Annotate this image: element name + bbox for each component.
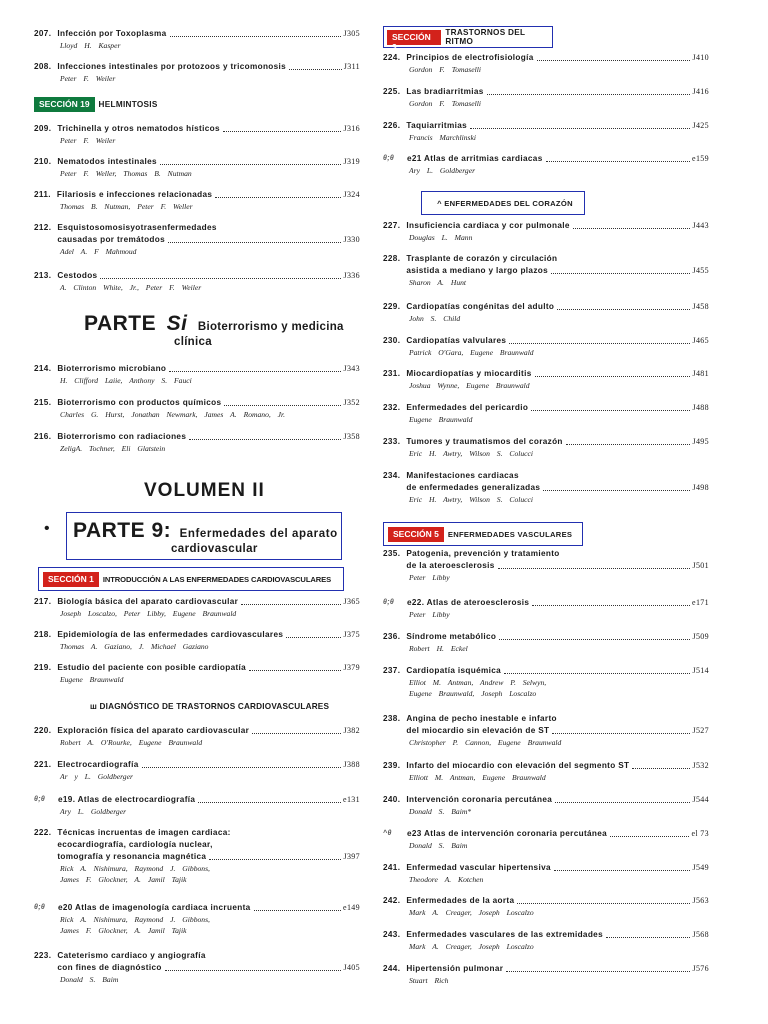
toc-entry-e20[interactable] [34, 902, 360, 936]
entry-title-line [406, 725, 709, 737]
entry-authors: Peter Libby [409, 610, 450, 619]
toc-entry-217[interactable] [34, 596, 360, 619]
dot-leader [535, 368, 691, 377]
entry-title-line: Cateterismo cardiaco y angiografía [57, 951, 206, 960]
entry-authors: Eric H. Awtry, Wilson S. Colucci [409, 449, 533, 458]
dot-leader [610, 828, 689, 837]
dot-leader [506, 963, 690, 972]
entry-title: causadas por tremátodos [57, 235, 166, 244]
toc-entry-210[interactable] [34, 156, 360, 179]
entry-number: 229. [383, 302, 401, 311]
entry-number: 236. [383, 632, 401, 641]
entry-title-line: Patogenia, prevención y tratamiento [406, 549, 560, 558]
toc-entry-e21[interactable] [383, 153, 709, 176]
entry-title: Enfermedades de la aorta [406, 896, 515, 905]
entry-number: 221. [34, 760, 52, 769]
entry-title-line [406, 560, 709, 572]
entry-number: 218. [34, 630, 52, 639]
page-number: J465 [692, 336, 709, 345]
entry-title: Principios de electrofisiología [406, 53, 534, 62]
entry-authors: A. Clinton White, Jr., Peter F. Weiler [60, 283, 202, 292]
page-number: J488 [692, 403, 709, 412]
toc-entry-229[interactable] [383, 301, 709, 324]
toc-entry-222[interactable] [34, 827, 360, 885]
page-number: J311 [343, 62, 360, 71]
entry-authors: Robert A. O'Rourke, Eugene Braunwald [60, 738, 203, 747]
entry-authors: Mark A. Creager, Joseph Loscalzo [409, 942, 534, 951]
toc-entry-225[interactable] [383, 86, 709, 109]
page-number: J501 [692, 561, 709, 570]
page-number: J425 [692, 121, 709, 130]
dot-leader [289, 61, 342, 70]
page-number: J379 [343, 663, 360, 672]
toc-entry-242[interactable] [383, 895, 709, 918]
entry-number: 243. [383, 930, 401, 939]
page-number: J365 [343, 597, 360, 606]
online-content-icon: θ;θ [383, 155, 395, 162]
toc-entry-244[interactable] [383, 963, 709, 986]
dot-leader [546, 153, 690, 162]
entry-number: 240. [383, 795, 401, 804]
dot-leader [160, 156, 342, 165]
entry-title: Cestodos [57, 271, 98, 280]
section-1-header [38, 567, 344, 591]
entry-title-line [57, 962, 360, 974]
toc-entry-239[interactable] [383, 760, 709, 783]
dot-leader [100, 270, 341, 279]
entry-title: del miocardio sin elevación de ST [406, 726, 550, 735]
entry-title: Exploración física del aparato cardiovascular [57, 726, 250, 735]
entry-authors: Donald S. Baim* [409, 807, 472, 816]
dot-leader [487, 86, 691, 95]
toc-entry-226[interactable] [383, 120, 709, 143]
entry-title-line [406, 482, 709, 494]
toc-entry-220[interactable] [34, 725, 360, 748]
dot-leader [169, 363, 341, 372]
section-title: TRASTORNOS DEL RITMO [445, 28, 526, 46]
entry-authors: Rick A. Nishimura, Raymond J. Gibbons, [60, 864, 210, 873]
entry-number: 220. [34, 726, 52, 735]
toc-entry-212[interactable] [34, 222, 360, 257]
page-number: J495 [692, 437, 709, 446]
page-number: J481 [692, 369, 709, 378]
entry-title: de enfermedades generalizadas [406, 483, 541, 492]
bullet-icon: • [44, 520, 50, 537]
toc-entry-221[interactable] [34, 759, 360, 782]
entry-title: Miocardiopatías y miocarditis [406, 369, 532, 378]
toc-entry-209[interactable] [34, 123, 360, 146]
dot-leader [241, 596, 341, 605]
toc-entry-214[interactable] [34, 363, 360, 386]
entry-title-line: Técnicas incruentas de imagen cardiaca: [57, 828, 231, 837]
entry-number: 244. [383, 964, 401, 973]
entry-title: con fines de diagnóstico [57, 963, 162, 972]
section-badge: SECCIÓN 3 [387, 30, 441, 45]
entry-title: Síndrome metabólico [406, 632, 497, 641]
dot-leader [573, 220, 691, 229]
page-number: el 73 [691, 829, 709, 838]
entry-number: 207. [34, 29, 52, 38]
dot-leader [555, 794, 690, 803]
section-5-header [383, 522, 583, 546]
section-title: ^ ENFERMEDADES DEL CORAZÓN [437, 198, 573, 208]
entry-title: Insuficiencia cardiaca y cor pulmonale [406, 221, 570, 230]
entry-title: Nematodos intestinales [57, 157, 157, 166]
toc-entry-236[interactable] [383, 631, 709, 654]
entry-number: 214. [34, 364, 52, 373]
entry-title: e23 Atlas de intervención coronaria percutánea [407, 829, 608, 838]
page-number: J514 [692, 666, 709, 675]
page-number: e171 [692, 598, 709, 607]
entry-authors: Sharon A. Hunt [409, 278, 467, 287]
page-number: J509 [692, 632, 709, 641]
entry-title: de la ateroesclerosis [406, 561, 495, 570]
entry-number: 237. [383, 666, 401, 675]
entry-title: Enfermedad vascular hipertensiva [406, 863, 551, 872]
entry-number: 209. [34, 124, 52, 133]
entry-number: 211. [34, 190, 51, 199]
entry-title: Biología básica del aparato cardiovascular [57, 597, 239, 606]
entry-authors: James F. Glockner, A. Jamil Tajik [60, 875, 187, 884]
entry-title: e22. Atlas de ateroesclerosis [407, 598, 530, 607]
toc-entry-237[interactable] [383, 665, 709, 699]
section-3-header [383, 26, 553, 52]
entry-authors: Lloyd H. Kasper [60, 41, 121, 50]
entry-number: 219. [34, 663, 52, 672]
entry-authors: Christopher P. Cannon, Eugene Braunwald [409, 738, 562, 747]
entry-authors: Robert H. Eckel [409, 644, 468, 653]
online-content-icon: θ;θ [34, 796, 46, 803]
entry-title: Tumores y traumatismos del corazón [406, 437, 563, 446]
entry-number: 222. [34, 828, 52, 837]
dot-leader [509, 335, 690, 344]
page-number: e149 [343, 903, 360, 912]
diagnostic-subheading: ш DIAGNÓSTICO DE TRASTORNOS CARDIOVASCULARES [90, 702, 330, 711]
entry-title-line [57, 234, 360, 246]
entry-authors: Joshua Wynne, Eugene Braunwald [409, 381, 530, 390]
page-number: J576 [692, 964, 709, 973]
toc-entry-224[interactable] [383, 52, 709, 75]
toc-entry-227[interactable] [383, 220, 709, 243]
toc-entry-215[interactable] [34, 397, 360, 420]
page-number: J568 [692, 930, 709, 939]
entry-number: 235. [383, 549, 401, 558]
entry-authors: Eugene Braunwald, Joseph Loscalzo [409, 689, 537, 698]
entry-title: asistida a mediano y largo plazos [406, 266, 549, 275]
parte-si-header: PARTE Si Bioterrorismo y medicina clínica [84, 312, 344, 348]
entry-number: 224. [383, 53, 401, 62]
section-title: ENFERMEDADES VASCULARES [447, 529, 573, 539]
dot-leader [189, 431, 341, 440]
entry-number: 226. [383, 121, 401, 130]
toc-entry-228[interactable] [383, 253, 709, 288]
entry-authors: Mark A. Creager, Joseph Loscalzo [409, 908, 534, 917]
entry-title: Las bradiarritmias [406, 87, 484, 96]
page-number: J405 [343, 963, 360, 972]
entry-title: Epidemiología de las enfermedades cardiovasculares [57, 630, 284, 639]
entry-title: Intervención coronaria percutánea [406, 795, 553, 804]
page-number: J544 [692, 795, 709, 804]
dot-leader [215, 189, 341, 198]
toc-entry-238[interactable] [383, 713, 709, 748]
page-number: J316 [343, 124, 360, 133]
entry-title-line: Trasplante de corazón y circulación [406, 254, 558, 263]
toc-entry-240[interactable] [383, 794, 709, 817]
toc-entry-235[interactable] [383, 548, 709, 583]
entry-authors: Ary L. Goldberger [60, 807, 127, 816]
entry-authors: Eric H. Awtry, Wilson S. Colucci [409, 495, 533, 504]
dot-leader [606, 929, 691, 938]
entry-authors: Ar y L. Goldberger [60, 772, 133, 781]
page-number: J358 [343, 432, 360, 441]
toc-entry-208[interactable] [34, 61, 360, 84]
toc-entry-230[interactable] [383, 335, 709, 358]
entry-number: 238. [383, 714, 401, 723]
entry-title: Electrocardiografía [57, 760, 139, 769]
section-19-header [34, 97, 158, 112]
entry-title: Taquiarritmias [406, 121, 468, 130]
entry-title: Infarto del miocardio con elevación del segmento ST [406, 761, 630, 770]
entry-number: 210. [34, 157, 52, 166]
entry-title: Enfermedades vasculares de las extremidades [406, 930, 603, 939]
dot-leader [632, 760, 690, 769]
entry-authors: Elliott M. Antman, Eugene Braunwald [409, 773, 546, 782]
entry-number: 208. [34, 62, 52, 71]
section-title: HELMINTOSIS [98, 100, 158, 109]
toc-entry-e22[interactable] [383, 597, 709, 620]
dot-leader [532, 597, 690, 606]
entry-title: Cardiopatía isquémica [406, 666, 502, 675]
section-badge: SECCIÓN 1 [43, 572, 99, 587]
page-number: J443 [692, 221, 709, 230]
entry-number: 212. [34, 223, 52, 232]
entry-authors: Francis Marchlinski [409, 133, 476, 142]
dot-leader [286, 629, 341, 638]
online-content-icon: θ;θ [383, 599, 395, 606]
entry-title: Cardiopatías congénitas del adulto [406, 302, 555, 311]
page-number: J375 [343, 630, 360, 639]
page-number: J527 [692, 726, 709, 735]
toc-entry-219[interactable] [34, 662, 360, 685]
toc-entry-241[interactable] [383, 862, 709, 885]
dot-leader [252, 725, 341, 734]
toc-entry-234[interactable] [383, 470, 709, 505]
toc-entry-232[interactable] [383, 402, 709, 425]
entry-number: 217. [34, 597, 52, 606]
entry-title: Hipertensión pulmonar [406, 964, 504, 973]
page-number: J324 [343, 190, 360, 199]
entry-authors: Patrick O'Gara, Eugene Braunwald [409, 348, 534, 357]
entry-number: 213. [34, 271, 52, 280]
dot-leader [554, 862, 691, 871]
page-number: J410 [692, 53, 709, 62]
entry-authors: Douglas L. Mann [409, 233, 473, 242]
entry-number: 228. [383, 254, 401, 263]
entry-title: Trichinella y otros nematodos hísticos [57, 124, 220, 133]
toc-entry-213[interactable] [34, 270, 360, 293]
entry-authors: Gordon F. Tomaselli [409, 65, 481, 74]
section-badge: SECCIÓN 5 [388, 527, 444, 542]
page-number: e159 [692, 154, 709, 163]
section-badge: SECCIÓN 19 [34, 97, 95, 112]
dot-leader [566, 436, 691, 445]
entry-authors: H. Clifford Laiie, Anthony S. Fauci [60, 376, 192, 385]
entry-number: 215. [34, 398, 52, 407]
entry-title: tomografía y resonancia magnética [57, 852, 207, 861]
entry-title: Bioterrorismo con radiaciones [57, 432, 187, 441]
entry-authors: Thomas A. Gaziano, J. Michael Gaziano [60, 642, 209, 651]
entry-number: 223. [34, 951, 52, 960]
toc-entry-231[interactable] [383, 368, 709, 391]
entry-authors: James F. Glockner, A. Jamil Tajik [60, 926, 187, 935]
section-title: INTRODUCCIÓN A LAS ENFERMEDADES CARDIOVASCULARES [102, 574, 332, 584]
dot-leader [224, 397, 341, 406]
dot-leader [170, 28, 342, 37]
entry-title-line: Esquistosomosisyotrasenfermedades [57, 223, 217, 232]
entry-title: Enfermedades del pericardio [406, 403, 529, 412]
dot-leader [254, 902, 341, 911]
entry-title-line [57, 851, 360, 863]
entry-authors: Ary L. Goldberger [409, 166, 476, 175]
entry-authors: Peter Libby [409, 573, 450, 582]
dot-leader [537, 52, 691, 61]
entry-authors: Joseph Loscalzo, Peter Libby, Eugene Braunwald [60, 609, 237, 618]
entry-number: 216. [34, 432, 52, 441]
page-number: J498 [692, 483, 709, 492]
entry-number: 242. [383, 896, 401, 905]
entry-title: Infecciones intestinales por protozoos y tricomonosis [57, 62, 287, 71]
page-number: J382 [343, 726, 360, 735]
page-number: J563 [692, 896, 709, 905]
page-number: J416 [692, 87, 709, 96]
toc-entry-e19[interactable] [34, 794, 360, 817]
dot-leader [557, 301, 690, 310]
entry-authors: Charles G. Hurst, Jonathan Newmark, James A. Romano, Jr. [60, 410, 286, 419]
toc-entry-211[interactable] [34, 189, 360, 212]
entry-authors: Gordon F. Tomaselli [409, 99, 481, 108]
entry-authors: Peter F. Weiler [60, 136, 116, 145]
entry-authors: Adel A. F Mahmoud [60, 247, 137, 256]
entry-title-line [406, 265, 709, 277]
entry-number: 239. [383, 761, 401, 770]
page-number: J455 [692, 266, 709, 275]
volumen-title: VOLUMEN II [144, 480, 265, 501]
entry-title: Bioterrorismo microbiano [57, 364, 167, 373]
page-number: J336 [343, 271, 360, 280]
page-number: J397 [343, 852, 360, 861]
entry-authors: Donald S. Baim [60, 975, 119, 984]
toc-entry-223[interactable] [34, 950, 360, 985]
entry-title-line: Angina de pecho inestable e infarto [406, 714, 557, 723]
entry-number: 241. [383, 863, 401, 872]
dot-leader [223, 123, 342, 132]
page-number: J319 [343, 157, 360, 166]
entry-authors: ZeligA. Tochner, Eli Glatstein [60, 444, 166, 453]
page-number: J532 [692, 761, 709, 770]
entry-title-line: Manifestaciones cardiacas [406, 471, 519, 480]
page-number: J549 [692, 863, 709, 872]
entry-number: 225. [383, 87, 401, 96]
toc-entry-233[interactable] [383, 436, 709, 459]
online-content-icon: ^θ [383, 830, 392, 837]
dot-leader [517, 895, 690, 904]
entry-authors: Thomas B. Nutman, Peter F. Weller [60, 202, 193, 211]
entry-authors: Theodore A. Kotchen [409, 875, 484, 884]
entry-authors: Stuart Rich [409, 976, 449, 985]
entry-title: Infección por Toxoplasma [57, 29, 167, 38]
page-number: J352 [343, 398, 360, 407]
toc-entry-243[interactable] [383, 929, 709, 952]
toc-entry-207[interactable] [34, 28, 360, 51]
entry-number: 234. [383, 471, 401, 480]
page-number: J305 [343, 29, 360, 38]
dot-leader [531, 402, 690, 411]
entry-title: Filariosis e infecciones relacionadas [56, 190, 213, 199]
dot-leader [168, 234, 341, 243]
entry-title: Bioterrorismo con productos químicos [57, 398, 222, 407]
dot-leader [142, 759, 342, 768]
entry-title: e20 Atlas de imagenología cardiaca incruenta [58, 903, 251, 912]
dot-leader [499, 631, 690, 640]
entry-authors: Peter F. Weller, Thomas B. Nutman [60, 169, 192, 178]
page-number: e131 [343, 795, 360, 804]
entry-number: 231. [383, 369, 401, 378]
entry-title: Estudio del paciente con posible cardiopatía [57, 663, 247, 672]
entry-title: Cardiopatías valvulares [406, 336, 507, 345]
page-number: J330 [343, 235, 360, 244]
entry-title: e19. Atlas de electrocardiografía [58, 795, 196, 804]
toc-entry-216[interactable] [34, 431, 360, 454]
entry-number: 230. [383, 336, 401, 345]
entry-number: 233. [383, 437, 401, 446]
section-4-header [421, 191, 585, 215]
entry-authors: Eugene Braunwald [60, 675, 124, 684]
entry-authors: Elliot M. Antman, Andrew P. Selwyn, [409, 678, 547, 687]
page-number: J458 [692, 302, 709, 311]
dot-leader [249, 662, 341, 671]
toc-entry-218[interactable] [34, 629, 360, 652]
dot-leader [470, 120, 690, 129]
page-number: J343 [343, 364, 360, 373]
entry-authors: Rick A. Nishimura, Raymond J. Gibbons, [60, 915, 210, 924]
dot-leader [504, 665, 690, 674]
entry-authors: Peter F. Weiler [60, 74, 116, 83]
entry-authors: Eugene Braunwald [409, 415, 473, 424]
toc-entry-e23[interactable] [383, 828, 709, 851]
entry-title: e21 Atlas de arritmias cardiacas [407, 154, 543, 163]
entry-number: 227. [383, 221, 401, 230]
online-content-icon: θ;θ [34, 904, 46, 911]
parte-9-header: PARTE 9: Enfermedades del aparato cardiovascular [66, 512, 342, 560]
entry-authors: Donald S. Baim [409, 841, 468, 850]
page-number: J388 [343, 760, 360, 769]
entry-authors: John S. Child [409, 314, 461, 323]
entry-title-line: ecocardiografía, cardiología nuclear, [57, 840, 213, 849]
entry-number: 232. [383, 403, 401, 412]
dot-leader [198, 794, 341, 803]
